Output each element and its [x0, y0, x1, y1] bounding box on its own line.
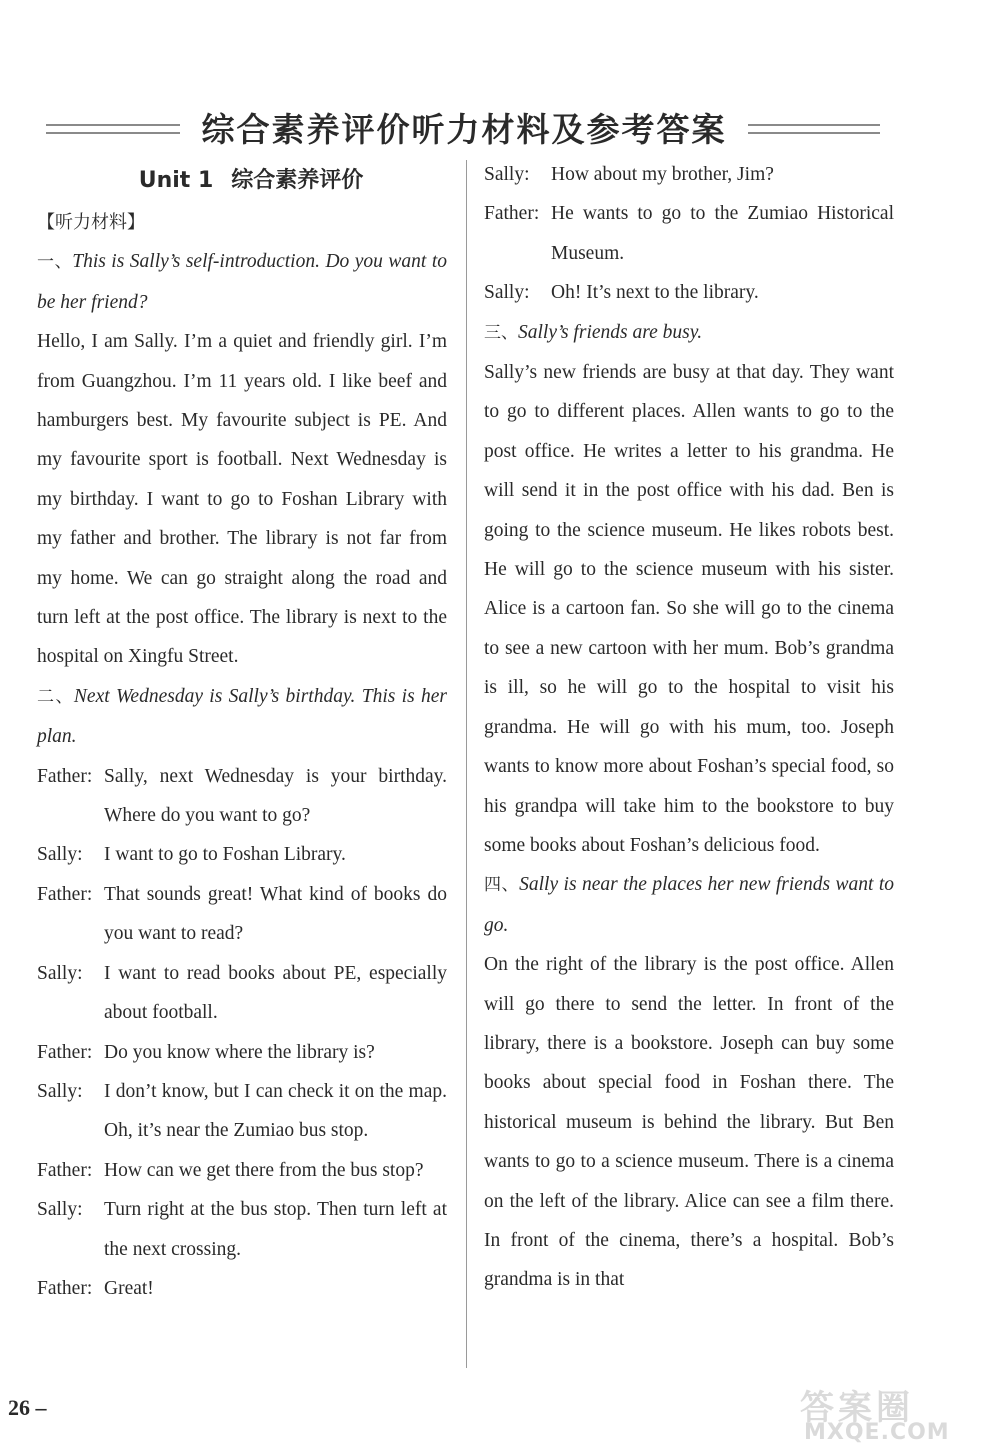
task-2-number: 二、	[37, 686, 74, 707]
task-3-instruction	[484, 313, 894, 353]
section-label: 【听力材料】	[37, 212, 145, 233]
dialogue-text: He wants to go to the Zumiao Historical Museum.	[551, 203, 894, 264]
busy-friends-passage: Sally’s new friends are busy at that day. They want to go to different places. Allen wants to go to the post office. He writes a letter to his grandma. He will send it in the post office with his dad. Ben is going to the science museum. He likes robots best. He will go to the science museum with his sister. Alice is a cartoon fan. So she will go to the cinema to see a new cartoon with her mum. Bob’s grandma is ill, so he will go to the hospital to visit his grandma. He will go with his mum, too. Joseph wants to know more about Foshan’s special food, so his grandpa will take him to the bookstore to buy some books about Foshan’s delicious food.	[484, 362, 894, 856]
dialogue-line	[37, 835, 447, 874]
dialogue-text: Turn right at the bus stop. Then turn left at the next crossing.	[104, 1199, 447, 1260]
dialogue-text: That sounds great! What kind of books do you want to read?	[104, 883, 447, 945]
dialogue-line	[37, 954, 447, 1033]
task-2-text: Next Wednesday is Sally’s birthday. This is her plan.	[37, 685, 447, 748]
unit-heading	[37, 159, 447, 203]
dialogue-line	[484, 273, 894, 312]
dialogue-speaker: Father:	[37, 1041, 93, 1063]
title-row	[0, 100, 1000, 156]
dialogue-line	[37, 1072, 447, 1151]
column-divider	[466, 160, 467, 1368]
watermark	[800, 1380, 996, 1448]
task-2-instruction	[37, 677, 447, 757]
task-3-text: Sally’s friends are busy.	[518, 321, 703, 343]
dialogue-speaker: Father:	[484, 203, 540, 225]
task-1-instruction	[37, 242, 447, 322]
dialogue-line	[37, 1269, 447, 1308]
dialogue-text: Sally, next Wednesday is your birthday. Where do you want to go?	[104, 765, 447, 827]
dialogue-line	[484, 194, 894, 273]
task-4-number: 四、	[484, 875, 520, 896]
watermark-cn: 答案圈	[800, 1388, 914, 1428]
left-column	[37, 155, 447, 1308]
dialogue-speaker: Sally:	[484, 282, 530, 304]
dialogue-line	[37, 1033, 447, 1072]
task-1-text: This is Sally’s self-introduction. Do you want to be her friend?	[37, 251, 447, 313]
intro-passage: Hello, I am Sally. I’m a quiet and friendly girl. I’m from Guangzhou. I’m 11 years old. I like beef and hamburgers best. My favourite subject is PE. And my favourite sport is football. Next Wednesday is my birthday. I want to go to Foshan Library with my father and brother. The library is not far from my home. We can go straight along the road and turn left at the post office. The library is next to the hospital on Xingfu Street.	[37, 331, 447, 668]
dialogue-speaker: Sally:	[484, 164, 530, 185]
dialogue-speaker: Father:	[37, 1277, 93, 1299]
dialogue-line	[484, 155, 894, 194]
dialogue-speaker: Father:	[37, 1159, 93, 1181]
page-title: 综合素养评价听力材料及参考答案	[201, 110, 727, 149]
unit-number: Unit 1	[138, 168, 214, 193]
dialogue-text: I want to go to Foshan Library.	[104, 844, 346, 866]
dialogue-text: I don’t know, but I can check it on the map. Oh, it’s near the Zumiao bus stop.	[104, 1080, 447, 1142]
dialogue-text: How can we get there from the bus stop?	[104, 1159, 424, 1181]
dialogue-speaker: Sally:	[37, 1199, 83, 1221]
dialogue-text: Great!	[104, 1277, 154, 1299]
unit-title: 综合素养评价	[231, 168, 364, 193]
task-3-number: 三、	[484, 322, 518, 343]
right-column	[484, 155, 894, 1300]
dialogue-speaker: Father:	[37, 883, 93, 905]
dialogue-text: Do you know where the library is?	[104, 1041, 375, 1063]
title-rule-left	[46, 124, 180, 134]
task-4-text: Sally is near the places her new friends want to go.	[484, 874, 895, 936]
dialogue-line	[37, 757, 447, 836]
task-4-instruction	[484, 865, 894, 945]
dialogue-line	[37, 875, 447, 954]
dialogue-text: Oh! It’s next to the library.	[551, 282, 759, 304]
places-passage: On the right of the library is the post office. Allen will go there to send the letter. In front of the library, there is a bookstore. Joseph can buy some books about special food in Foshan there. The historical museum is behind the library. But Ben wants to go to a science museum. There is a cinema on the left of the library. Alice can see a film there. In front of the cinema, there’s a hospital. Bob’s grandma is in that	[484, 954, 894, 1291]
dialogue-line	[37, 1151, 447, 1190]
dialogue-speaker: Sally:	[37, 1080, 83, 1102]
dialogue-speaker: Father:	[37, 765, 93, 787]
page-number: 26 –	[8, 1395, 47, 1420]
dialogue-speaker: Sally:	[37, 962, 83, 984]
dialogue-speaker: Sally:	[37, 844, 83, 866]
title-rule-right	[748, 124, 880, 134]
dialogue-text: How about my brother, Jim?	[551, 164, 774, 185]
dialogue-line	[37, 1190, 447, 1269]
task-1-number: 一、	[37, 252, 73, 273]
watermark-en: MXQE.COM	[804, 1420, 950, 1445]
dialogue-text: I want to read books about PE, especially about football.	[104, 962, 447, 1024]
